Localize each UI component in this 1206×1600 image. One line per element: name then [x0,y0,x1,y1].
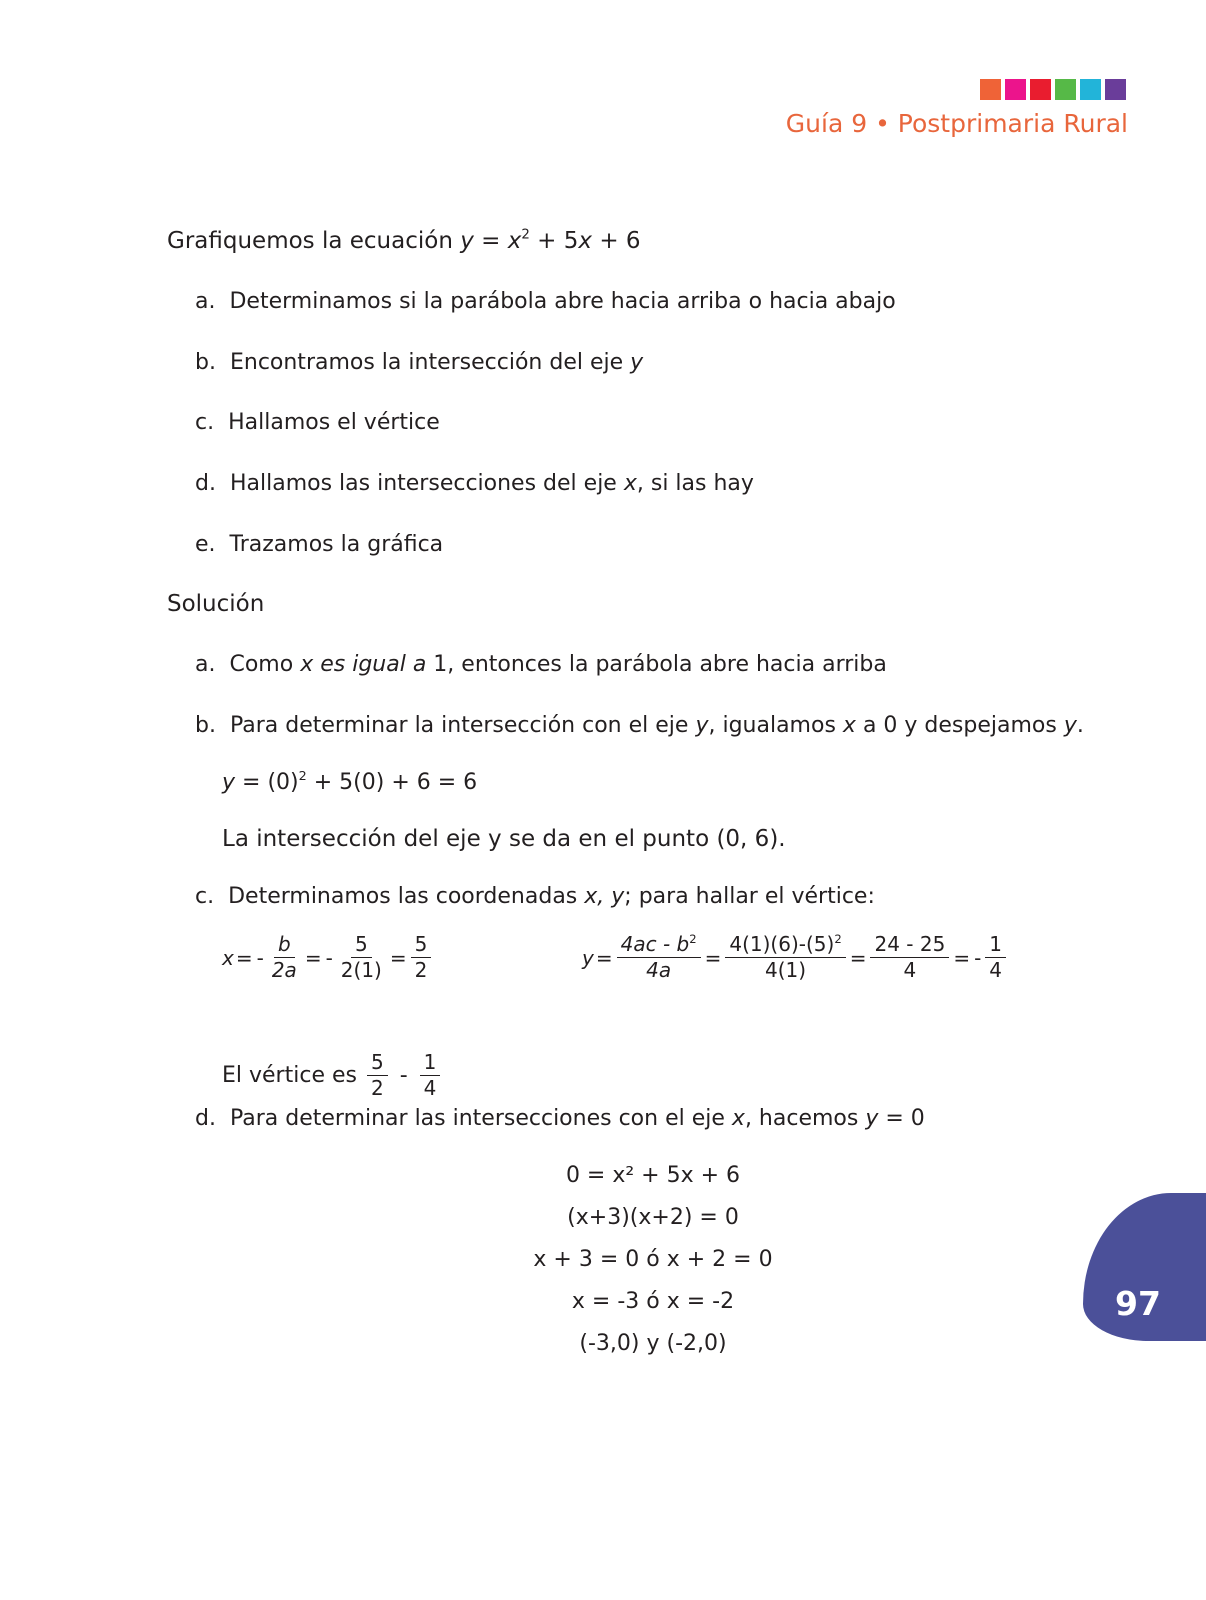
vertex-x-formula [222,934,433,981]
var-x: x [507,228,522,254]
solution-c [195,884,875,909]
fraction [870,934,949,981]
step-text: Hallamos el vértice [228,410,440,435]
equals: = [953,945,971,970]
denominator: 2 [414,958,428,982]
step-letter: b. [195,713,216,738]
fraction [420,1052,441,1099]
guide-label: Guía 9 [785,109,868,138]
solution-a [195,652,887,677]
text: a 0 y despejamos [862,713,1057,738]
denominator: 4(1) [765,958,807,982]
term: + 6 [599,228,641,254]
denominator: 4 [903,958,917,982]
text: , igualamos [708,713,836,738]
solution-d [195,1106,925,1131]
var-y: y [630,350,644,375]
step-letter: a. [195,289,216,314]
minus: - [256,945,264,970]
fraction [337,934,386,981]
equals: = [304,945,322,970]
numerator: 5 [351,934,372,958]
text: 1, entonces la parábola abre hacia arriba [433,652,887,677]
minus: - [974,945,982,970]
var-xy: x, y [584,884,625,909]
text: . [1076,713,1084,738]
color-square [1105,79,1126,100]
var-x: x [731,1106,745,1131]
equals: = [235,945,253,970]
step-letter: a. [195,652,216,677]
denominator: 4 [989,958,1003,982]
var-y: y [222,770,236,795]
fraction [985,934,1006,981]
step-e [195,532,443,557]
vertex-label: El vértice es [222,1063,357,1088]
fraction [725,931,845,982]
step-letter: d. [195,1106,216,1131]
equals: = [481,228,501,254]
var-x: x [623,471,637,496]
numerator: 24 - 25 [870,934,949,958]
solution-b [195,713,1084,738]
header-title [786,109,1128,138]
term: + 5(0) + 6 = 6 [313,770,478,795]
equation-line: (x+3)(x+2) = 0 [567,1205,739,1230]
step-a [195,289,896,314]
step-b [195,350,643,375]
numerator: b [274,934,295,958]
step-letter: c. [195,410,215,435]
italic-text: x es igual a [300,652,427,677]
step-letter: d. [195,471,216,496]
exponent: 2 [521,227,530,243]
exponent: 2 [689,931,697,946]
denominator: 4 [423,1076,437,1100]
var-y: y [1063,713,1077,738]
color-squares [980,79,1126,100]
var-y: y [582,945,594,970]
numerator [725,931,845,958]
text: Determinamos las coordenadas [228,884,578,909]
step-text: Trazamos la gráfica [229,532,444,557]
step-d [195,471,754,496]
numerator-text: 4(1)(6)-(5) [729,932,835,956]
equation-line: (-3,0) y (-2,0) [579,1331,727,1356]
fraction [617,931,701,982]
color-square [980,79,1001,100]
solution-heading: Solución [167,591,265,617]
text: Como [229,652,294,677]
equals: = [704,945,722,970]
var-y: y [695,713,709,738]
numerator: 5 [367,1052,388,1076]
text: Para determinar las intersecciones con el eje [229,1106,725,1131]
text: ; para hallar el vértice: [624,884,875,909]
numerator: 5 [411,934,432,958]
step-letter: c. [195,884,215,909]
vertex-line [222,1052,442,1099]
vertex-y-formula [582,931,1008,982]
header-bullet: • [875,109,890,138]
header-subtitle: Postprimaria Rural [897,109,1128,138]
fraction [268,934,301,981]
text: Para determinar la intersección con el eje [229,713,689,738]
equation-line: x + 3 = 0 ó x + 2 = 0 [533,1247,773,1272]
equation-line: x = -3 ó x = -2 [571,1289,735,1314]
term: + 5 [537,228,579,254]
numerator: 1 [985,934,1006,958]
var-x: x [842,713,856,738]
equation-line: 0 = x² + 5x + 6 [565,1163,741,1188]
equals: = [849,945,867,970]
intro-line [167,228,641,254]
numerator [617,931,701,958]
y-intercept-result: La intersección del eje y se da en el punto (0, 6). [222,826,786,852]
equation-y-intercept [222,770,477,795]
exponent: 2 [298,769,307,785]
fraction [367,1052,388,1099]
var-x: x [222,945,234,970]
var-y: y [460,228,474,254]
separator: - [399,1063,408,1088]
step-tail: , si las hay [636,471,754,496]
step-letter: e. [195,532,216,557]
text: , hacemos [744,1106,859,1131]
equals: = [389,945,407,970]
fraction [411,934,432,981]
step-letter: b. [195,350,216,375]
step-c [195,410,440,435]
color-square [1030,79,1051,100]
denominator: 4a [646,958,672,982]
numerator: 1 [420,1052,441,1076]
page-number: 97 [1115,1284,1161,1323]
equals: = [595,945,613,970]
color-square [1055,79,1076,100]
color-square [1080,79,1101,100]
var-y: y [865,1106,879,1131]
denominator: 2 [370,1076,384,1100]
numerator-text: 4ac - b [620,932,690,956]
step-text: Encontramos la intersección del eje [229,350,624,375]
step-text: Hallamos las intersecciones del eje [229,471,617,496]
intro-text: Grafiquemos la ecuación [167,228,453,254]
color-square [1005,79,1026,100]
denominator: 2a [271,958,297,982]
minus: - [325,945,333,970]
term: = (0) [242,770,299,795]
var-x: x [578,228,593,254]
denominator: 2(1) [340,958,382,982]
text: = 0 [885,1106,925,1131]
exponent: 2 [834,931,842,946]
step-text: Determinamos si la parábola abre hacia arriba o hacia abajo [229,289,896,314]
